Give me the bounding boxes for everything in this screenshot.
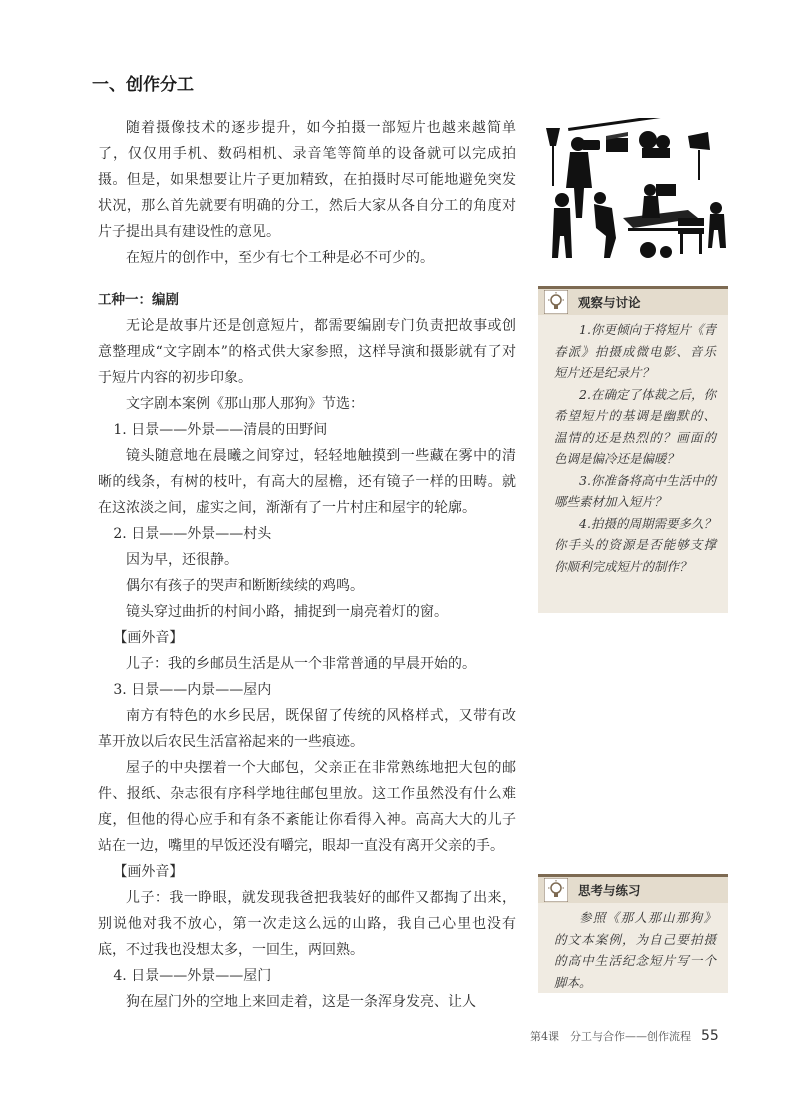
lightbulb-icon bbox=[544, 290, 568, 314]
script-para: 镜头随意地在晨曦之间穿过，轻轻地触摸到一些藏在雾中的清晰的线条，有树的枝叶，有高大的屋檐，还有镜子一样的田畴。就在这浓淡之间，虚实之间，渐渐有了一片村庄和屋宇的轮廓。 bbox=[98, 448, 516, 516]
script-scene: 1. 日景——外景——清晨的田野间 bbox=[113, 422, 328, 438]
script-para: 儿子：我一睁眼，就发现我爸把我装好的邮件又都掏了出来，别说他对我不放心，第一次走这么远的山路，我自己心里也没有底，不过我也没想太多，一回生，两回熟。 bbox=[98, 890, 516, 958]
practice-task: 参照《那人那山那狗》的文本案例，为自己要拍摄的高中生活纪念短片写一个脚本。 bbox=[554, 910, 716, 990]
script-tag: 【画外音】 bbox=[113, 864, 184, 880]
think-practice-box bbox=[538, 874, 728, 993]
film-crew-illustration bbox=[538, 118, 728, 268]
observe-discuss-body bbox=[538, 315, 728, 577]
script-excerpt bbox=[98, 417, 516, 1015]
script-scene: 2. 日景——外景——村头 bbox=[113, 526, 272, 542]
discussion-question-1: 1.你更倾向于将短片《青春派》拍摄成微电影、音乐短片还是纪录片？ bbox=[554, 322, 716, 380]
script-tag: 【画外音】 bbox=[113, 630, 184, 646]
chapter-label: 第4课 分工与合作——创作流程 bbox=[530, 1030, 691, 1043]
section-title: 一、创作分工 bbox=[92, 75, 194, 95]
script-line: 儿子：我的乡邮员生活是从一个非常普通的早晨开始的。 bbox=[126, 656, 476, 672]
discussion-question-4: 4.拍摄的周期需要多久？你手头的资源是否能够支撑你顺利完成短片的制作？ bbox=[554, 515, 716, 574]
script-scene: 4. 日景——外景——屋门 bbox=[113, 968, 272, 984]
think-practice-title: 思考与练习 bbox=[578, 883, 641, 898]
role-description: 无论是故事片还是创意短片，都需要编剧专门负责把故事或创意整理成“文字剧本”的格式供大家参照，这样导演和摄影就有了对于短片内容的初步印象。 bbox=[98, 318, 516, 386]
observe-discuss-box bbox=[538, 286, 728, 613]
script-line: 因为早，还很静。 bbox=[126, 552, 238, 568]
script-scene: 3. 日景——内景——屋内 bbox=[113, 682, 272, 698]
lightbulb-icon bbox=[544, 878, 568, 902]
role-heading-screenwriter: 工种一：编剧 bbox=[98, 292, 179, 308]
intro-paragraph-1: 随着摄像技术的逐步提升，如今拍摄一部短片也越来越简单了，仅仅用手机、数码相机、录音笔等简单的设备就可以完成拍摄。但是，如果想要让片子更加精致，在拍摄时尽可能地避免突发状况，那么首先就要有明确的分工，然后大家从各自分工的角度对片子提出具有建设性的意见。 bbox=[98, 120, 516, 240]
discussion-question-3: 3.你准备将高中生活中的哪些素材加入短片？ bbox=[554, 472, 716, 509]
page-footer bbox=[530, 1028, 719, 1044]
think-practice-body bbox=[538, 903, 728, 993]
observe-discuss-header bbox=[538, 289, 728, 315]
script-para: 南方有特色的水乡民居，既保留了传统的风格样式，又带有改革开放以后农民生活富裕起来的一些痕迹。 bbox=[98, 708, 516, 750]
film-crew-silhouettes bbox=[538, 118, 728, 268]
intro-paragraph-2: 在短片的创作中，至少有七个工种是必不可少的。 bbox=[126, 250, 434, 266]
script-para: 狗在屋门外的空地上来回走着，这是一条浑身发亮、让人 bbox=[126, 994, 476, 1010]
script-para: 屋子的中央摆着一个大邮包，父亲正在非常熟练地把大包的邮件、报纸、杂志很有序科学地往邮包里放。这工作虽然没有什么难度，但他的得心应手和有条不紊能让你看得入神。高高大大的儿子站在一边，嘴里的早饭还没有嚼完，眼却一直没有离开父亲的手。 bbox=[98, 760, 516, 854]
main-text bbox=[98, 115, 516, 1015]
page-number: 55 bbox=[701, 1028, 719, 1044]
observe-discuss-title: 观察与讨论 bbox=[578, 295, 641, 310]
think-practice-header bbox=[538, 877, 728, 903]
example-intro: 文字剧本案例《那山那人那狗》节选： bbox=[126, 396, 364, 412]
script-line: 偶尔有孩子的哭声和断断续续的鸡鸣。 bbox=[126, 578, 364, 594]
script-line: 镜头穿过曲折的村间小路，捕捉到一扇亮着灯的窗。 bbox=[126, 604, 448, 620]
discussion-question-2: 2.在确定了体裁之后，你希望短片的基调是幽默的、温情的还是热烈的？画面的色调是偏冷还是偏暖？ bbox=[554, 386, 716, 466]
